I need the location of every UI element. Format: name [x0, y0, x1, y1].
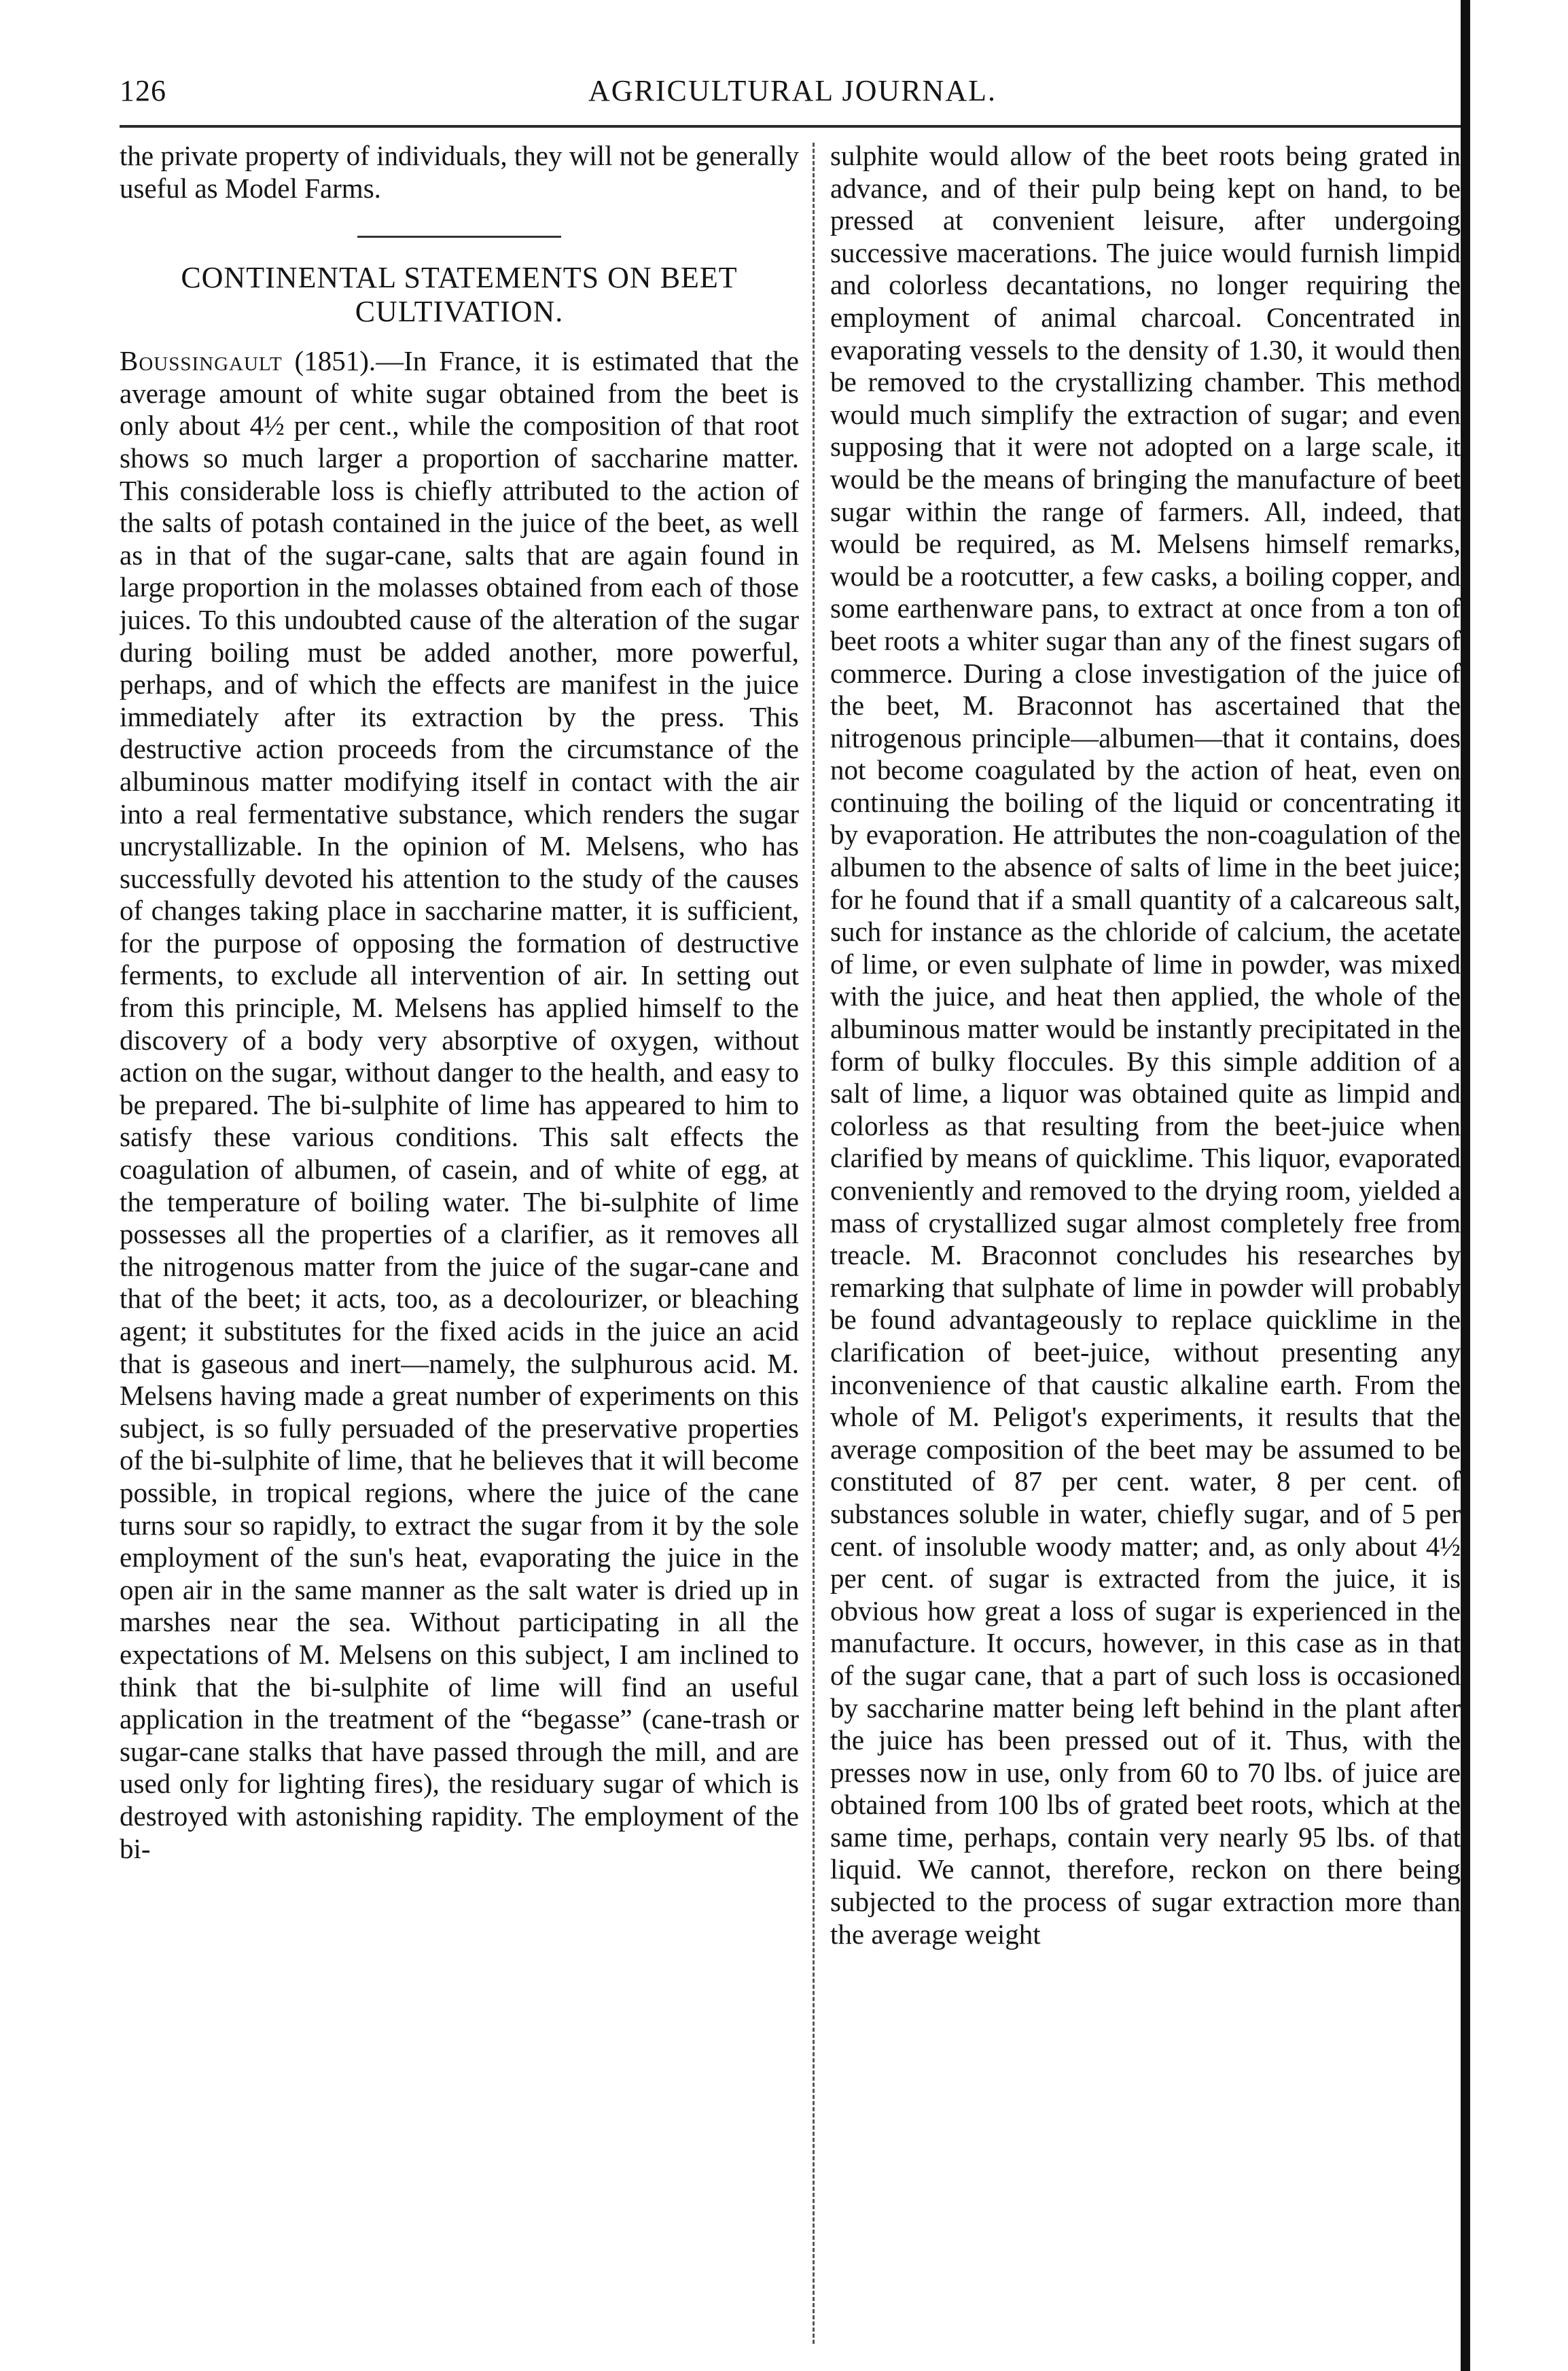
right-column — [830, 140, 1461, 2348]
section-heading: CONTINENTAL STATEMENTS ON BEET CULTIVATION. — [181, 261, 738, 329]
page-number: 126 — [120, 74, 166, 107]
running-title: AGRICULTURAL JOURNAL. — [588, 74, 997, 107]
opening-paragraph: the private property of individuals, they will not be generally useful as Model Farms. — [120, 140, 799, 204]
header-rule — [120, 125, 1465, 128]
article-body-right: sulphite would allow of the beet roots being grated in advance, and of their pulp being kept on hand, to be pressed at convenient leisure, after undergoing successive macerations. The juice would furnish limpid and colorless decantations, no longer requiring the employment of animal charcoal. Concentrated in evaporating vessels to the density of 1.30, it would then be removed to the crystallizing chamber. This method would much simplify the extraction of sugar; and even supposing that it were not adopted on a large scale, it would be the means of bringing the manufacture of beet sugar within the range of farmers. All, indeed, that would be required, as M. Melsens himself remarks, would be a rootcutter, a few casks, a boiling copper, and some earthenware pans, to extract at once from a ton of beet roots a whiter sugar than any of the finest sugars of commerce. During a close investigation of the juice of the beet, M. Braconnot has ascertained that the nitrogenous principle—albumen—that it contains, does not become coagulated by the action of heat, even on continuing the boiling of the liquid or concentrating it by evaporation. He attributes the non-coagulation of the albumen to the absence of salts of lime in the beet juice; for he found that if a small quantity of a calcareous salt, such for instance as the chloride of calcium, the acetate of lime, or even sulphate of lime in powder, was mixed with the juice, and heat then applied, the whole of the albuminous matter would be instantly precipitated in the form of bulky floccules. By this simple addition of a salt of lime, a liquor was obtained quite as limpid and colorless as that resulting from the beet-juice when clarified by means of quicklime. This liquor, evaporated conveniently and removed to the drying room, yielded a mass of crystallized sugar almost completely free from treacle. M. Braconnot concludes his researches by remarking that sulphate of lime in powder will probably be found advantageously to replace quicklime in the clarification of beet-juice, without presenting any inconvenience of that caustic alkaline earth. From the whole of M. Peligot's experiments, it results that the average composition of the beet may be assumed to be constituted of 87 per cent. water, 8 per cent. of substances soluble in water, chiefly sugar, and of 5 per cent. of insoluble woody matter; and, as only about 4½ per cent. of sugar is extracted from the juice, it is obvious how great a loss of sugar is experienced in the manufacture. It occurs, however, in this case as in that of the sugar cane, that a part of such loss is occasioned by saccharine matter being left behind in the plant after the juice has been pressed out of it. Thus, with the presses now in use, only from 60 to 70 lbs. of juice are obtained from 100 lbs of grated beet roots, which at the same time, perhaps, contain very nearly 95 lbs. of that liquid. We cannot, therefore, reckon on there being subjected to the process of sugar extraction more than the average weight — [830, 140, 1461, 1950]
page-header — [120, 73, 1465, 121]
left-column — [120, 140, 799, 2348]
binding-edge — [1461, 0, 1470, 2371]
article-body-left: (1851).—In France, it is estimated that the average amount of white sugar obtained from the beet is only about 4½ per cent., while the composition of that root shows so much larger a proportion of saccharine matter. This considerable loss is chiefly attributed to the action of the salts of potash contained in the juice of the beet, as well as in that of the sugar-cane, salts that are again found in large proportion in the molasses obtained from each of those juices. To this undoubted cause of the alteration of the sugar during boiling must be added another, more powerful, perhaps, and of which the effects are manifest in the juice immediately after its extraction by the press. This destructive action proceeds from the circumstance of the albuminous matter modifying itself in contact with the air into a real fermentative substance, which renders the sugar uncrystallizable. In the opinion of M. Melsens, who has successfully devoted his attention to the study of the causes of changes taking place in saccharine matter, it is sufficient, for the purpose of opposing the formation of destructive ferments, to exclude all intervention of air. In setting out from this principle, M. Melsens has applied himself to the discovery of a body very absorptive of oxygen, without action on the sugar, without danger to the health, and easy to be prepared. The bi-sulphite of lime has appeared to him to satisfy these various conditions. This salt effects the coagulation of albumen, of casein, and of white of egg, at the temperature of boiling water. The bi-sulphite of lime possesses all the properties of a clarifier, as it removes all the nitrogenous matter from the juice of the sugar-cane and that of the beet; it acts, too, as a decolourizer, or bleaching agent; it substitutes for the fixed acids in the juice an acid that is gaseous and inert—namely, the sulphurous acid. M. Melsens having made a great number of experiments on this subject, is so fully persuaded of the preservative properties of the bi-sulphite of lime, that he believes that it will become possible, in tropical regions, where the juice of the cane turns sour so rapidly, to extract the sugar from it by the sole employment of the sun's heat, evaporating the juice in the open air in the same manner as the salt water is dried up in marshes near the sea. Without participating in all the expectations of M. Melsens on this subject, I am inclined to think that the bi-sulphite of lime will find an useful application in the treatment of the “begasse” (cane-trash or sugar-cane stalks that have passed through the mill, and are used only for lighting fires), the residuary sugar of which is destroyed with astonishing rapidity. The employment of the bi- — [120, 345, 799, 1864]
lead-name: Boussingault — [120, 345, 283, 377]
section-divider — [357, 236, 561, 238]
column-divider — [813, 143, 815, 2344]
article-paragraph — [120, 345, 799, 1865]
